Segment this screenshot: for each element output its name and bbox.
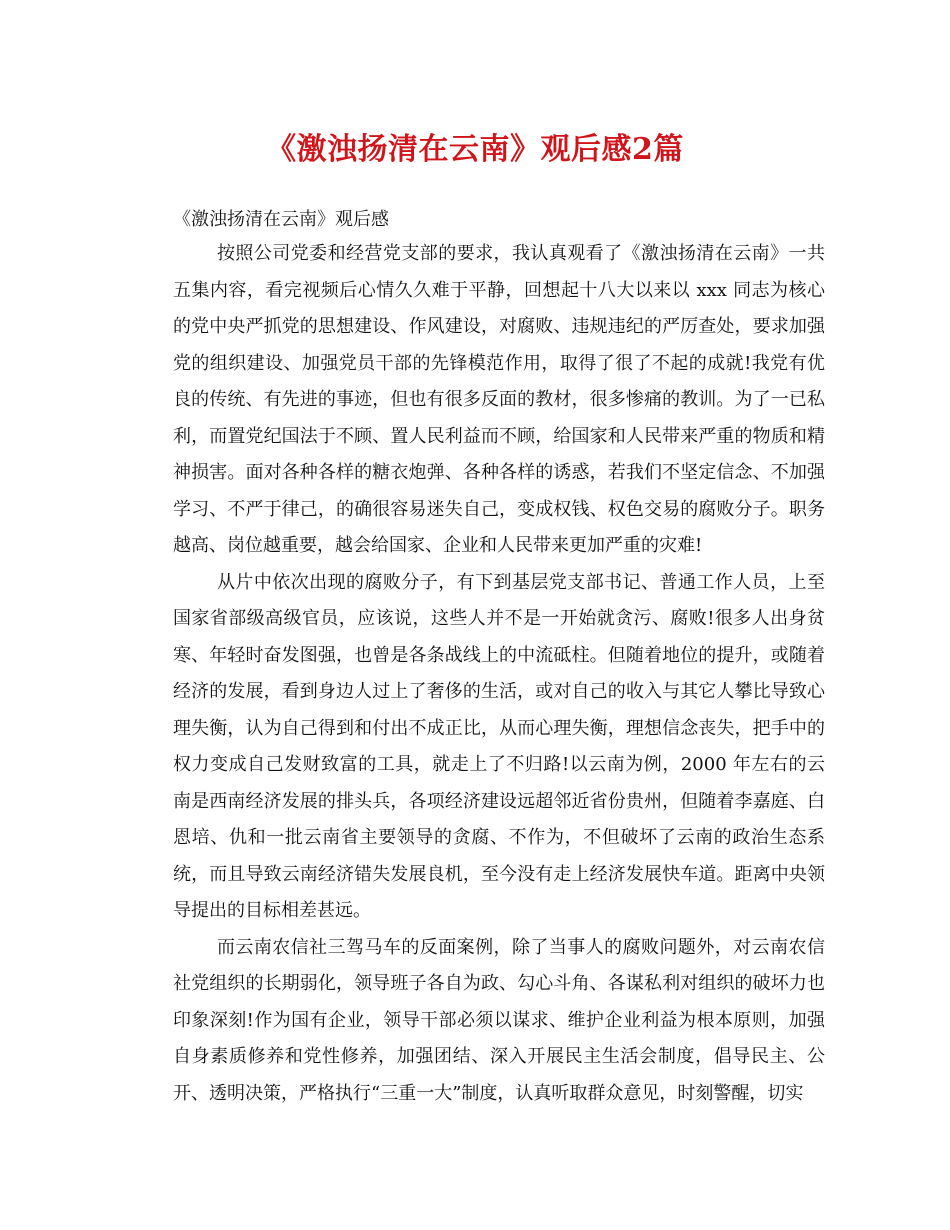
document-title: 《激浊扬清在云南》观后感2篇	[266, 132, 684, 167]
document-subtitle: 《激浊扬清在云南》观后感	[173, 209, 389, 230]
document-body	[173, 236, 825, 1112]
paragraph: 从片中依次出现的腐败分子，有下到基层党支部书记、普通工作人员，上至国家省部级高级官员，应该说，这些人并不是一开始就贪污、腐败!很多人出身贫寒、年轻时奋发图强，也曾是各条战线上的中流砥柱。但随着地位的提升，或随着经济的发展，看到身边人过上了奢侈的生活，或对自己的收入与其它人攀比导致心理失衡，认为自己得到和付出不成正比，从而心理失衡，理想信念丧失，把手中的权力变成自己发财致富的工具，就走上了不归路!以云南为例，2000 年左右的云南是西南经济发展的排头兵，各项经济建设远超邻近省份贵州，但随着李嘉庭、白恩培、仇和一批云南省主要领导的贪腐、不作为，不但破坏了云南的政治生态系统，而且导致云南经济错失发展良机，至今没有走上经济发展快车道。距离中央领导提出的目标相差甚远。	[173, 571, 825, 921]
paragraph: 按照公司党委和经营党支部的要求，我认真观看了《激浊扬清在云南》一共五集内容，看完视频后心情久久难于平静，回想起十八大以来以 xxx 同志为核心的党中央严抓党的思想建设、作风建设，对腐败、违规违纪的严厉查处，要求加强党的组织建设、加强党员干部的先锋模范作用，取得了很了不起的成就!我党有优良的传统、有先进的事迹，但也有很多反面的教材，很多惨痛的教训。为了一已私利，而置党纪国法于不顾、置人民利益而不顾，给国家和人民带来严重的物质和精神损害。面对各种各样的糖衣炮弹、各种各样的诱惑，若我们不坚定信念、不加强学习、不严于律己，的确很容易迷失自己，变成权钱、权色交易的腐败分子。职务越高、岗位越重要，越会给国家、企业和人民带来更加严重的灾难!	[173, 243, 825, 556]
paragraph: 而云南农信社三驾马车的反面案例，除了当事人的腐败问题外，对云南农信社党组织的长期弱化，领导班子各自为政、勾心斗角、各谋私利对组织的破坏力也印象深刻!作为国有企业，领导干部必须以谋求、维护企业利益为根本原则，加强自身素质修养和党性修养，加强团结、深入开展民主生活会制度，倡导民主、公开、透明决策，严格执行“三重一大”制度，认真听取群众意见，时刻警醒，切实	[173, 936, 825, 1104]
